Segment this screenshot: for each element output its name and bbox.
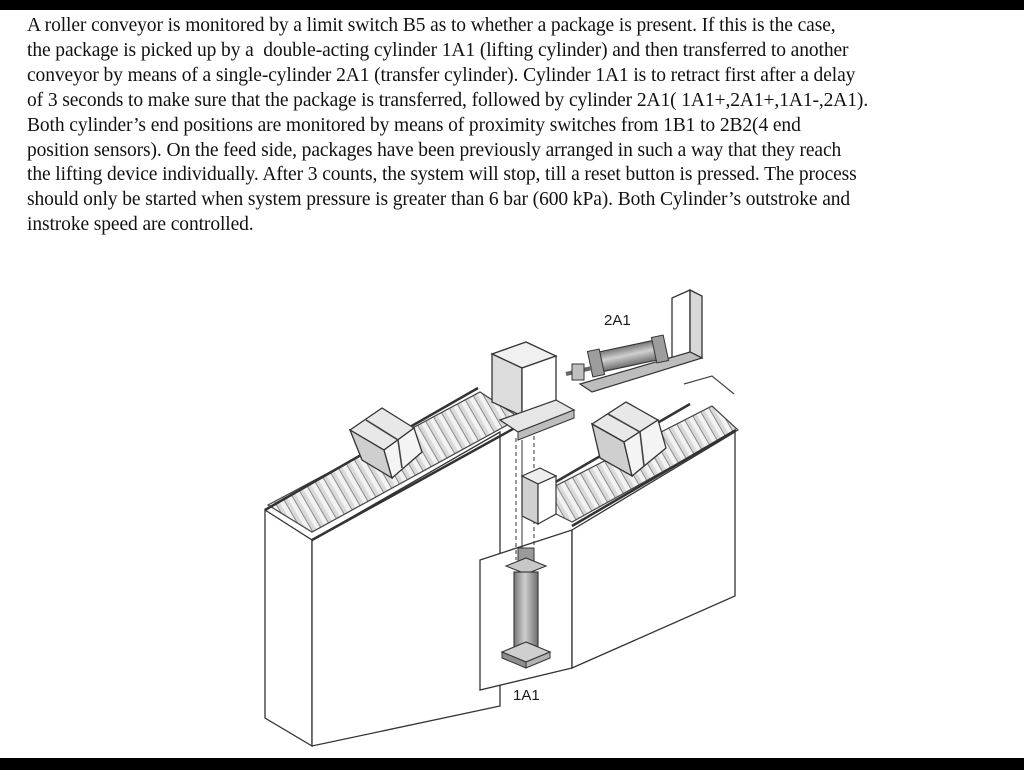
text-line: conveyor by means of a single-cylinder 2A1 (transfer cylinder). Cylinder 1A1 is to retract first after a delay — [27, 64, 856, 86]
label-1a1: 1A1 — [513, 687, 540, 704]
lifting-device — [492, 342, 574, 560]
text-line: should only be started when system pressure is greater than 6 bar (600 kPa). Both Cylinder’s outstroke and — [27, 189, 851, 211]
text-line: Both cylinder’s end positions are monitored by means of proximity switches from 1B1 to 2B2(4 end — [27, 114, 801, 136]
transfer-cylinder-2a1 — [566, 290, 702, 392]
label-2a1: 2A1 — [604, 312, 631, 329]
text-line: instroke speed are controlled. — [27, 214, 254, 236]
text-line: A roller conveyor is monitored by a limit switch B5 as to whether a package is present. If this is the case, — [27, 15, 836, 36]
text-line: the package is picked up by a double-acting cylinder 1A1 (lifting cylinder) and then transferred to another — [27, 39, 849, 61]
text-line: position sensors). On the feed side, packages have been previously arranged in such a way that they reach — [27, 139, 842, 161]
text-line: of 3 seconds to make sure that the package is transferred, followed by cylinder 2A1( 1A1+,2A1+,1A1-,2A1). — [27, 89, 869, 111]
text-line: the lifting device individually. After 3 counts, the system will stop, till a reset button is pressed. The process — [27, 164, 857, 186]
